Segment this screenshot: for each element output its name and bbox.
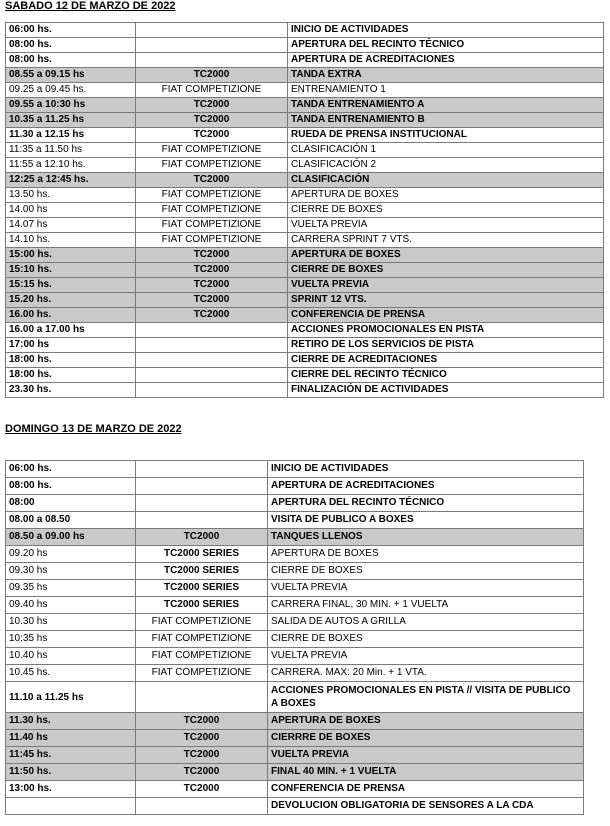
schedule-row (6, 203, 604, 218)
category-cell: FIAT COMPETIZIONE (136, 648, 268, 665)
time-cell: 06:00 hs. (6, 23, 136, 38)
category-cell (136, 512, 268, 529)
category-cell: TC2000 (136, 730, 268, 747)
category-cell: TC2000 SERIES (136, 580, 268, 597)
schedule-row (6, 580, 584, 597)
activity-cell: CLASIFICACIÓN 1 (288, 143, 604, 158)
time-cell: 08.00 a 08.50 (6, 512, 136, 529)
time-cell: 23.30 hs. (6, 383, 136, 398)
activity-cell: CIERRE DE BOXES (288, 203, 604, 218)
category-cell: TC2000 (136, 764, 268, 781)
category-cell: TC2000 (136, 263, 288, 278)
time-cell: 09.35 hs (6, 580, 136, 597)
time-cell: 16.00 a 17.00 hs (6, 323, 136, 338)
activity-cell: CIERRRE DE BOXES (268, 730, 584, 747)
category-cell: FIAT COMPETIZIONE (136, 188, 288, 203)
schedule-row (6, 353, 604, 368)
schedule-row (6, 665, 584, 682)
schedule-row (6, 368, 604, 383)
schedule-row (6, 512, 584, 529)
time-cell: 08:00 (6, 495, 136, 512)
schedule-row (6, 278, 604, 293)
schedule-row (6, 83, 604, 98)
schedule-row (6, 248, 604, 263)
category-cell: FIAT COMPETIZIONE (136, 233, 288, 248)
day2-title: DOMINGO 13 DE MARZO DE 2022 (5, 423, 182, 435)
activity-cell: CARRERA FINAL, 30 MIN. + 1 VUELTA (268, 597, 584, 614)
category-cell (136, 338, 288, 353)
category-cell: FIAT COMPETIZIONE (136, 614, 268, 631)
activity-cell: CIERRE DE ACREDITACIONES (288, 353, 604, 368)
time-cell: 14.00 hs (6, 203, 136, 218)
activity-cell: APERTURA DE BOXES (268, 713, 584, 730)
time-cell: 08.50 a 09.00 hs (6, 529, 136, 546)
category-cell: FIAT COMPETIZIONE (136, 158, 288, 173)
time-cell (6, 798, 136, 815)
category-cell (136, 495, 268, 512)
category-cell (136, 368, 288, 383)
category-cell: TC2000 (136, 113, 288, 128)
activity-cell: ACCIONES PROMOCIONALES EN PISTA // VISITA DE PUBLICO A BOXES (268, 682, 584, 713)
schedule-row (6, 308, 604, 323)
category-cell: TC2000 (136, 278, 288, 293)
schedule-row (6, 128, 604, 143)
category-cell (136, 383, 288, 398)
activity-cell: RETIRO DE LOS SERVICIOS DE PISTA (288, 338, 604, 353)
activity-cell: VISITA DE PUBLICO A BOXES (268, 512, 584, 529)
time-cell: 10:35 hs (6, 631, 136, 648)
time-cell: 08:00 hs. (6, 478, 136, 495)
schedule-row (6, 143, 604, 158)
schedule-row (6, 38, 604, 53)
day1-schedule-table (5, 22, 604, 398)
activity-cell: RUEDA DE PRENSA INSTITUCIONAL (288, 128, 604, 143)
activity-cell: SALIDA DE AUTOS A GRILLA (268, 614, 584, 631)
activity-cell: VUELTA PREVIA (268, 648, 584, 665)
schedule-row (6, 631, 584, 648)
activity-cell: TANDA EXTRA (288, 68, 604, 83)
category-cell: TC2000 (136, 128, 288, 143)
schedule-row (6, 113, 604, 128)
time-cell: 13:00 hs. (6, 781, 136, 798)
category-cell (136, 478, 268, 495)
activity-cell: CIERRE DE BOXES (268, 563, 584, 580)
schedule-row (6, 747, 584, 764)
activity-cell: VUELTA PREVIA (268, 747, 584, 764)
schedule-row (6, 764, 584, 781)
time-cell: 11.30 a 12.15 hs (6, 128, 136, 143)
activity-cell: CONFERENCIA DE PRENSA (268, 781, 584, 798)
schedule-row (6, 233, 604, 248)
time-cell: 08:00 hs. (6, 38, 136, 53)
schedule-row (6, 338, 604, 353)
category-cell: TC2000 (136, 173, 288, 188)
time-cell: 11:55 a 12.10 hs. (6, 158, 136, 173)
time-cell: 10.35 a 11.25 hs (6, 113, 136, 128)
activity-cell: APERTURA DEL RECINTO TÉCNICO (288, 38, 604, 53)
schedule-row (6, 23, 604, 38)
category-cell (136, 682, 268, 713)
activity-cell: APERTURA DE BOXES (288, 248, 604, 263)
time-cell: 10.45 hs. (6, 665, 136, 682)
activity-cell: VUELTA PREVIA (288, 218, 604, 233)
category-cell: FIAT COMPETIZIONE (136, 631, 268, 648)
activity-cell: SPRINT 12 VTS. (288, 293, 604, 308)
activity-cell: APERTURA DE ACREDITACIONES (288, 53, 604, 68)
time-cell: 09.20 hs (6, 546, 136, 563)
activity-cell: CARRERA. MAX: 20 Min. + 1 VTA. (268, 665, 584, 682)
time-cell: 11.40 hs (6, 730, 136, 747)
time-cell: 18:00 hs. (6, 368, 136, 383)
time-cell: 10.30 hs (6, 614, 136, 631)
category-cell: TC2000 (136, 529, 268, 546)
category-cell: TC2000 (136, 308, 288, 323)
schedule-row (6, 563, 584, 580)
schedule-row (6, 323, 604, 338)
activity-cell: ACCIONES PROMOCIONALES EN PISTA (288, 323, 604, 338)
schedule-row (6, 529, 584, 546)
schedule-row (6, 53, 604, 68)
time-cell: 15.20 hs. (6, 293, 136, 308)
time-cell: 09.55 a 10:30 hs (6, 98, 136, 113)
time-cell: 09.25 a 09.45 hs. (6, 83, 136, 98)
category-cell: TC2000 (136, 747, 268, 764)
category-cell: FIAT COMPETIZIONE (136, 218, 288, 233)
category-cell: FIAT COMPETIZIONE (136, 143, 288, 158)
time-cell: 06:00 hs. (6, 461, 136, 478)
activity-cell: FINAL 40 MIN. + 1 VUELTA (268, 764, 584, 781)
schedule-row (6, 546, 584, 563)
activity-cell: CIERRE DE BOXES (288, 263, 604, 278)
time-cell: 10.40 hs (6, 648, 136, 665)
time-cell: 11.10 a 11.25 hs (6, 682, 136, 713)
category-cell (136, 798, 268, 815)
category-cell: TC2000 (136, 98, 288, 113)
activity-cell: CLASIFICACIÓN 2 (288, 158, 604, 173)
activity-cell: APERTURA DE ACREDITACIONES (268, 478, 584, 495)
activity-cell: TANDA ENTRENAMIENTO A (288, 98, 604, 113)
schedule-row (6, 648, 584, 665)
category-cell: TC2000 (136, 248, 288, 263)
schedule-row (6, 781, 584, 798)
time-cell: 15:15 hs. (6, 278, 136, 293)
activity-cell: VUELTA PREVIA (288, 278, 604, 293)
category-cell (136, 323, 288, 338)
activity-cell: VUELTA PREVIA (268, 580, 584, 597)
schedule-row (6, 461, 584, 478)
schedule-row (6, 495, 584, 512)
activity-cell: TANQUES LLENOS (268, 529, 584, 546)
schedule-row (6, 383, 604, 398)
time-cell: 09.40 hs (6, 597, 136, 614)
category-cell: TC2000 (136, 293, 288, 308)
time-cell: 14.07 hs (6, 218, 136, 233)
schedule-row (6, 218, 604, 233)
time-cell: 17:00 hs (6, 338, 136, 353)
category-cell: TC2000 SERIES (136, 546, 268, 563)
schedule-row (6, 263, 604, 278)
schedule-row (6, 68, 604, 83)
time-cell: 15:00 hs. (6, 248, 136, 263)
schedule-row (6, 597, 584, 614)
category-cell (136, 38, 288, 53)
activity-cell: INICIO DE ACTIVIDADES (268, 461, 584, 478)
activity-cell: INICIO DE ACTIVIDADES (288, 23, 604, 38)
schedule-row (6, 293, 604, 308)
category-cell (136, 23, 288, 38)
time-cell: 11:35 a 11.50 hs (6, 143, 136, 158)
category-cell: TC2000 (136, 68, 288, 83)
activity-cell: CIERRE DEL RECINTO TÉCNICO (288, 368, 604, 383)
activity-cell: TANDA ENTRENAMIENTO B (288, 113, 604, 128)
activity-cell: CARRERA SPRINT 7 VTS. (288, 233, 604, 248)
schedule-row (6, 798, 584, 815)
schedule-row (6, 188, 604, 203)
category-cell: TC2000 (136, 713, 268, 730)
activity-cell: APERTURA DE BOXES (268, 546, 584, 563)
activity-cell: CIERRE DE BOXES (268, 631, 584, 648)
time-cell: 08.55 a 09.15 hs (6, 68, 136, 83)
schedule-row (6, 713, 584, 730)
schedule-row (6, 614, 584, 631)
time-cell: 16.00 hs. (6, 308, 136, 323)
activity-cell: ENTRENAMIENTO 1 (288, 83, 604, 98)
time-cell: 18:00 hs. (6, 353, 136, 368)
schedule-row (6, 158, 604, 173)
category-cell (136, 53, 288, 68)
category-cell (136, 461, 268, 478)
category-cell: FIAT COMPETIZIONE (136, 203, 288, 218)
time-cell: 14.10 hs. (6, 233, 136, 248)
category-cell: FIAT COMPETIZIONE (136, 665, 268, 682)
schedule-row (6, 682, 584, 713)
time-cell: 12:25 a 12:45 hs. (6, 173, 136, 188)
time-cell: 13.50 hs. (6, 188, 136, 203)
schedule-row (6, 98, 604, 113)
category-cell: TC2000 (136, 781, 268, 798)
activity-cell: DEVOLUCION OBLIGATORIA DE SENSORES A LA CDA (268, 798, 584, 815)
time-cell: 11.30 hs. (6, 713, 136, 730)
category-cell: TC2000 SERIES (136, 563, 268, 580)
schedule-row (6, 173, 604, 188)
activity-cell: CLASIFICACIÓN (288, 173, 604, 188)
activity-cell: CONFERENCIA DE PRENSA (288, 308, 604, 323)
time-cell: 11:45 hs. (6, 747, 136, 764)
time-cell: 11:50 hs. (6, 764, 136, 781)
activity-cell: APERTURA DE BOXES (288, 188, 604, 203)
time-cell: 15:10 hs. (6, 263, 136, 278)
day1-title: SABADO 12 DE MARZO DE 2022 (5, 0, 176, 12)
activity-cell: APERTURA DEL RECINTO TÉCNICO (268, 495, 584, 512)
day2-schedule-table (5, 460, 584, 815)
category-cell (136, 353, 288, 368)
time-cell: 09.30 hs (6, 563, 136, 580)
activity-cell: FINALIZACIÓN DE ACTIVIDADES (288, 383, 604, 398)
schedule-row (6, 730, 584, 747)
schedule-row (6, 478, 584, 495)
category-cell: TC2000 SERIES (136, 597, 268, 614)
time-cell: 08:00 hs. (6, 53, 136, 68)
category-cell: FIAT COMPETIZIONE (136, 83, 288, 98)
